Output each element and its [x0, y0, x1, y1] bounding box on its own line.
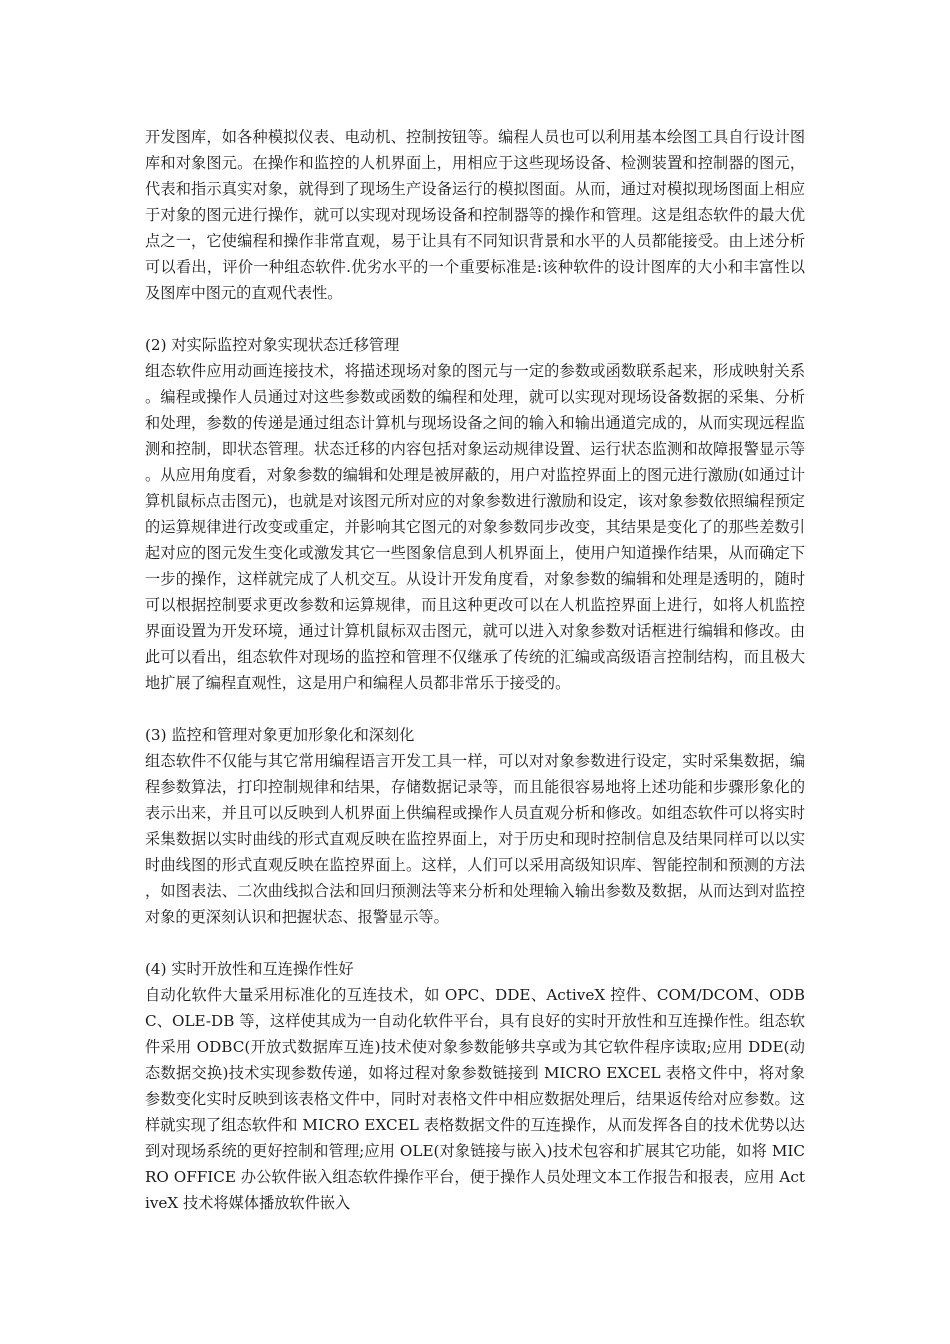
document-body: [145, 124, 805, 1216]
paragraph-gap: [145, 930, 805, 956]
section-3-body: 组态软件不仅能与其它常用编程语言开发工具一样，可以对对象参数进行设定，实时采集数据，编程参数算法，打印控制规律和结果，存储数据记录等，而且能很容易地将上述功能和步骤形象化的表示出来，并且可以反映到人机界面上供编程或操作人员直观分析和修改。如组态软件可以将实时采集数据以实时曲线的形式直观反映在监控界面上，对于历史和现时控制信息及结果同样可以以实时曲线图的形式直观反映在监控界面上。这样，人们可以采用高级知识库、智能控制和预测的方法，如图表法、二次曲线拟合法和回归预测法等来分析和处理输入输出参数及数据，从而达到对监控对象的更深刻认识和把握状态、报警显示等。: [145, 752, 805, 926]
section-4-heading: (4) 实时开放性和互连操作性好: [145, 960, 354, 978]
intro-paragraph: 开发图库，如各种模拟仪表、电动机、控制按钮等。编程人员也可以利用基本绘图工具自行设计图库和对象图元。在操作和监控的人机界面上，用相应于这些现场设备、检测装置和控制器的图元，代表和指示真实对象，就得到了现场生产设备运行的模拟图面。从而，通过对模拟现场图面上相应于对象的图元进行操作，就可以实现对现场设备和控制器等的操作和管理。这是组态软件的最大优点之一，它使编程和操作非常直观，易于让具有不同知识背景和水平的人员都能接受。由上述分析可以看出，评价一种组态软件.优劣水平的一个重要标准是:该种软件的设计图库的大小和丰富性以及图库中图元的直观代表性。: [145, 128, 805, 302]
section-2-heading: (2) 对实际监控对象实现状态迁移管理: [145, 336, 400, 354]
section-2-body: 组态软件应用动画连接技术，将描述现场对象的图元与一定的参数或函数联系起来，形成映射关系。编程或操作人员通过对这些参数或函数的编程和处理，就可以实现对现场设备数据的采集、分析和处理，参数的传递是通过组态计算机与现场设备之间的输入和输出通道完成的，从而实现远程监测和控制，即状态管理。状态迁移的内容包括对象运动规律设置、运行状态监测和故障报警显示等。从应用角度看，对象参数的编辑和处理是被屏蔽的，用户对监控界面上的图元进行激励(如通过计算机鼠标点击图元)，也就是对该图元所对应的对象参数进行激励和设定，该对象参数依照编程预定的运算规律进行改变或重定，并影响其它图元的对象参数同步改变，其结果是变化了的那些差数引起对应的图元发生变化或激发其它一些图象信息到人机界面上，使用户知道操作结果，从而确定下一步的操作，这样就完成了人机交互。从设计开发角度看，对象参数的编辑和处理是透明的，随时可以根据控制要求更改参数和运算规律，而且这种更改可以在人机监控界面上进行，如将人机监控界面设置为开发环境，通过计算机鼠标双击图元，就可以进入对象参数对话框进行编辑和修改。由此可以看出，组态软件对现场的监控和管理不仅继承了传统的汇编或高级语言控制结构，而且极大地扩展了编程直观性，这是用户和编程人员都非常乐于接受的。: [145, 362, 805, 692]
paragraph-gap: [145, 306, 805, 332]
paragraph-gap: [145, 696, 805, 722]
section-4-body: 自动化软件大量采用标准化的互连技术，如 OPC、DDE、ActiveX 控件、COM/DCOM、ODBC、OLE-DB 等，这样使其成为一自动化软件平台，具有良好的实时开放性和互连操作性。组态软件采用 ODBC(开放式数据库互连)技术使对象参数能够共享或为其它软件程序读取;应用 DDE(动态数据交换)技术实现参数传递，如将过程对象参数链接到 MICRO EXCEL 表格文件中，将对象参数变化实时反映到该表格文件中，同时对表格文件中相应数据处理后，结果返传给对应参数。这样就实现了组态软件和 MICRO EXCEL 表格数据文件的互连操作，从而发挥各自的技术优势以达到对现场系统的更好控制和管理;应用 OLE(对象链接与嵌入)技术包容和扩展其它功能，如将 MICRO OFFICE 办公软件嵌入组态软件操作平台，便于操作人员处理文本工作报告和报表，应用 ActiveX 技术将媒体播放软件嵌入: [145, 986, 805, 1212]
section-3-heading: (3) 监控和管理对象更加形象化和深刻化: [145, 726, 415, 744]
